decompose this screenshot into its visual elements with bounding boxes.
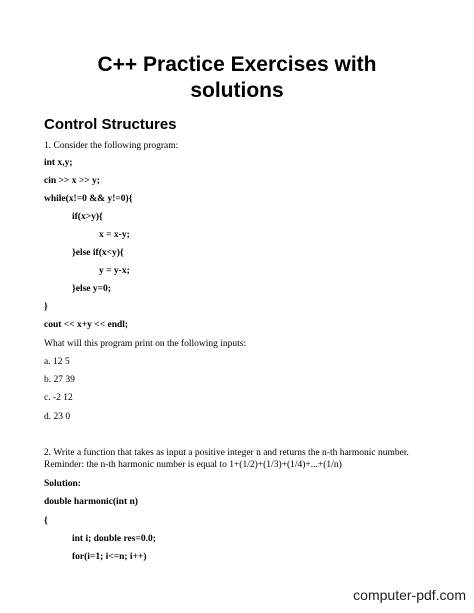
code-line: cin >> x >> y;: [44, 176, 100, 186]
solution-label: Solution:: [44, 479, 81, 489]
exercise-1-intro: 1. Consider the following program:: [44, 141, 179, 151]
section-heading: Control Structures: [44, 116, 177, 133]
code-line: cout << x+y << endl;: [44, 320, 129, 330]
input-item: c. -2 12: [44, 393, 73, 403]
input-item: a. 12 5: [44, 357, 70, 367]
code-line: if(x>y){: [72, 212, 103, 222]
code-line: int i; double res=0.0;: [72, 534, 156, 544]
code-line: {: [44, 516, 48, 526]
exercise-1-question: What will this program print on the following inputs:: [44, 339, 247, 349]
code-line: }else y=0;: [72, 284, 111, 294]
exercise-2-reminder: Reminder: the n-th harmonic number is equal to 1+(1/2)+(1/3)+(1/4)+...+(1/n): [44, 460, 342, 470]
code-line: while(x!=0 && y!=0){: [44, 194, 133, 204]
title-line-1: C++ Practice Exercises with: [97, 53, 377, 76]
code-line: }else if(x<y){: [72, 248, 124, 258]
input-item: b. 27 39: [44, 375, 75, 385]
code-line: }: [44, 302, 48, 312]
code-line: y = y-x;: [99, 266, 130, 276]
code-line: for(i=1; i<=n; i++): [72, 552, 147, 562]
code-line: x = x-y;: [99, 230, 130, 240]
input-item: d. 23 0: [44, 412, 71, 422]
title-line-2: solutions: [190, 79, 284, 102]
code-line: double harmonic(int n): [44, 497, 138, 507]
footer-brand-link[interactable]: computer-pdf.com: [353, 587, 466, 603]
exercise-2-prompt: 2. Write a function that takes as input a positive integer n and returns the n-th harmonic number.: [44, 448, 409, 458]
document-title: [0, 52, 474, 104]
code-line: int x,y;: [44, 158, 73, 168]
